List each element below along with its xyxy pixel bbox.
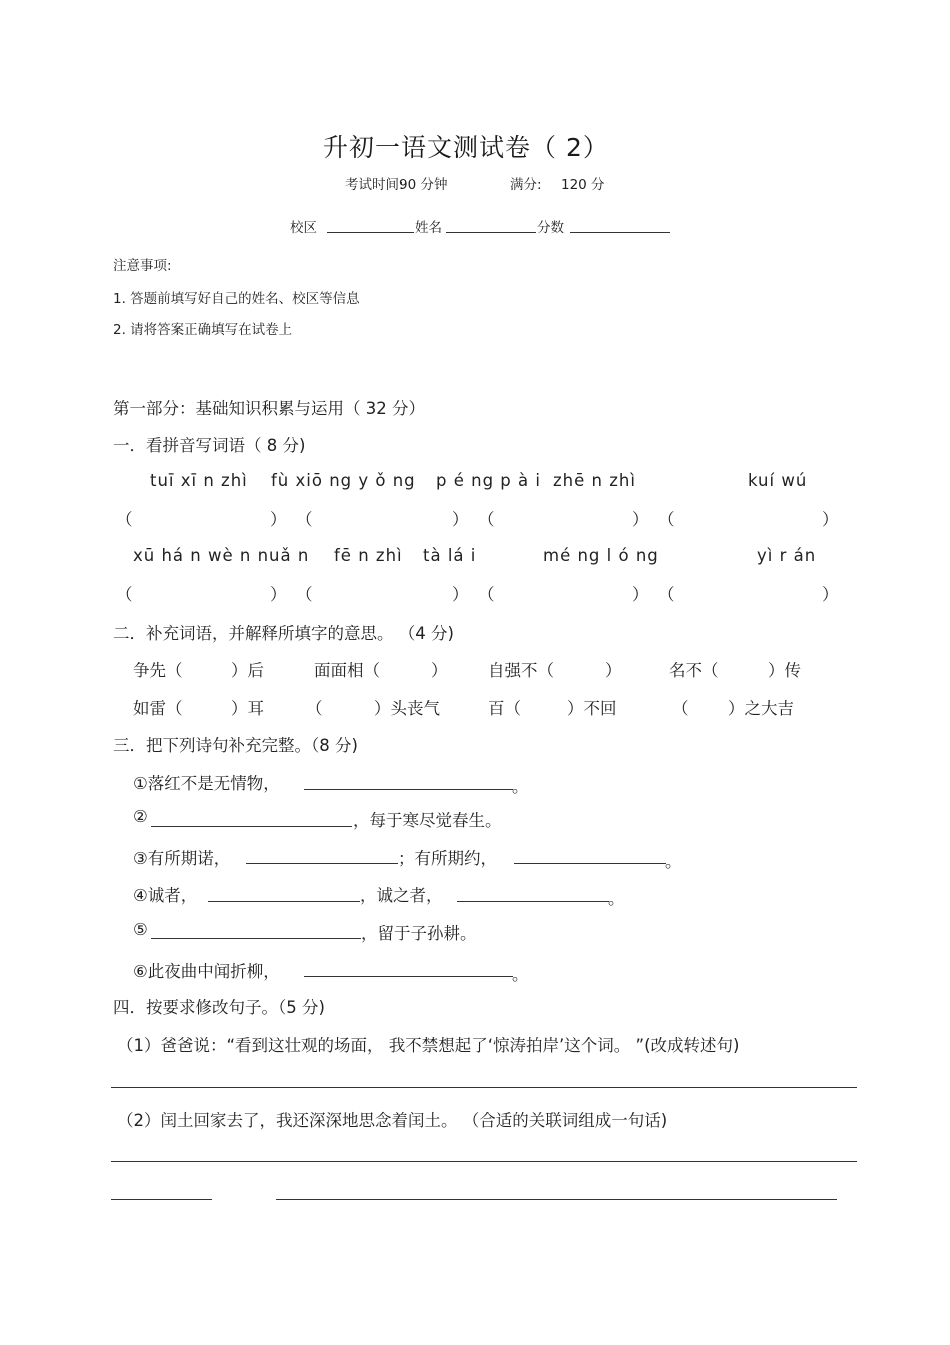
answer-paren-open: （ [478,510,495,529]
notes-heading: 注意事项: [113,258,172,274]
poem-blank[interactable] [304,976,513,977]
idiom-part: ）之大吉 [728,699,794,718]
campus-blank[interactable] [327,232,414,233]
full-score-label: 满分: [510,177,542,193]
poem-blank[interactable] [514,863,666,864]
idiom-part: 名不（ [669,661,719,680]
pinyin-word: tà lá i [423,546,477,565]
poem-text: ，每于寒尽觉春生。 [353,811,502,830]
idiom-part: ）后 [231,661,264,680]
pinyin-word: xū há n wè n nuǎ n [133,546,310,565]
answer-paren-open: （ [116,510,133,529]
rewrite-sentence-1: （1）爸爸说：“看到这壮观的场面， 我不禁想起了‘惊涛拍岸’这个词。 ”(改成转述句) [117,1036,740,1055]
idiom-part: ） [431,661,448,680]
idiom-part: 百（ [488,699,521,718]
pinyin-word: mé ng l ó ng [543,546,659,565]
name-blank[interactable] [446,232,536,233]
idiom-part: （ [672,699,689,718]
poem-blank[interactable] [304,789,513,790]
pinyin-word: kuí wú [748,471,808,490]
note-item: 2. 请将答案正确填写在试卷上 [113,322,293,338]
poem-text: ，留于子孙耕。 [361,924,477,943]
pinyin-word: zhē n zhì [553,471,636,490]
poem-text: ，诚之者， [360,886,443,905]
poem-blank[interactable] [151,938,361,939]
idiom-part: ）传 [768,661,801,680]
idiom-part: 如雷（ [133,699,183,718]
answer-paren-close: ） [822,510,839,529]
note-item: 1. 答题前填写好自己的姓名、校区等信息 [113,291,360,307]
score-blank[interactable] [570,232,670,233]
idiom-part: ）耳 [231,699,264,718]
answer-paren-close: ） [270,510,287,529]
answer-paren-open: （ [296,585,313,604]
answer-paren-open: （ [478,585,495,604]
exam-time-value: 90 分钟 [399,177,448,193]
poem-text: ⑤ [133,920,148,939]
poem-blank[interactable] [457,901,609,902]
rewrite-sentence-2: （2）闰土回家去了，我还深深地思念着闰土。 （合适的关联词组成一句话) [117,1111,668,1130]
pinyin-word: fù xiō ng y ǒ ng [271,471,416,490]
pinyin-word: tuī xī n zhì [150,471,248,490]
idiom-part: 自强不（ [488,661,554,680]
page-title: 升初一语文测试卷（ 2） [323,133,609,162]
poem-text: ①落红不是无情物， [133,774,280,793]
q2-heading: 二．补充词语，并解释所填字的意思。 （4 分) [113,624,454,643]
idiom-part: 争先（ [133,661,183,680]
campus-label: 校区 [290,220,317,236]
answer-paren-open: （ [296,510,313,529]
answer-line-3b[interactable] [276,1199,837,1200]
answer-line-3a[interactable] [111,1199,212,1200]
answer-paren-close: ） [452,585,469,604]
score-label: 分数 [537,220,564,236]
answer-paren-open: （ [116,585,133,604]
poem-text: 。 [608,889,625,908]
poem-text: 。 [512,777,529,796]
q1-heading: 一．看拼音写词语（ 8 分) [113,436,306,455]
poem-text: 。 [512,965,529,984]
poem-text: 。 [665,852,682,871]
answer-paren-close: ） [632,585,649,604]
poem-text: ；有所期约， [398,849,497,868]
answer-line-2[interactable] [111,1161,857,1162]
idiom-part: 面面相（ [314,661,380,680]
poem-blank[interactable] [208,901,360,902]
answer-paren-open: （ [658,510,675,529]
idiom-part: （ [306,699,323,718]
q3-heading: 三．把下列诗句补充完整。（8 分) [113,736,358,755]
idiom-part: ）头丧气 [374,699,440,718]
pinyin-word: yì r án [757,546,817,565]
poem-text: ② [133,807,148,826]
name-label: 姓名 [415,220,442,236]
answer-paren-close: ） [632,510,649,529]
poem-blank[interactable] [151,826,352,827]
poem-text: ⑥此夜曲中闻折柳， [133,962,280,981]
pinyin-word: p é ng p à i [436,471,541,490]
q4-heading: 四．按要求修改句子。（5 分) [113,998,325,1017]
full-score-value: 120 分 [561,177,605,193]
exam-time-label: 考试时间: [345,177,404,193]
answer-paren-open: （ [658,585,675,604]
answer-paren-close: ） [270,585,287,604]
answer-line-1[interactable] [111,1087,857,1088]
idiom-part: ）不回 [567,699,617,718]
idiom-part: ） [605,661,622,680]
poem-text: ③有所期诺， [133,849,231,868]
answer-paren-close: ） [452,510,469,529]
pinyin-word: fē n zhì [334,546,403,565]
poem-blank[interactable] [246,863,398,864]
answer-paren-close: ） [822,585,839,604]
poem-text: ④诚者， [133,886,198,905]
part1-heading: 第一部分：基础知识积累与运用（ 32 分） [113,399,425,418]
